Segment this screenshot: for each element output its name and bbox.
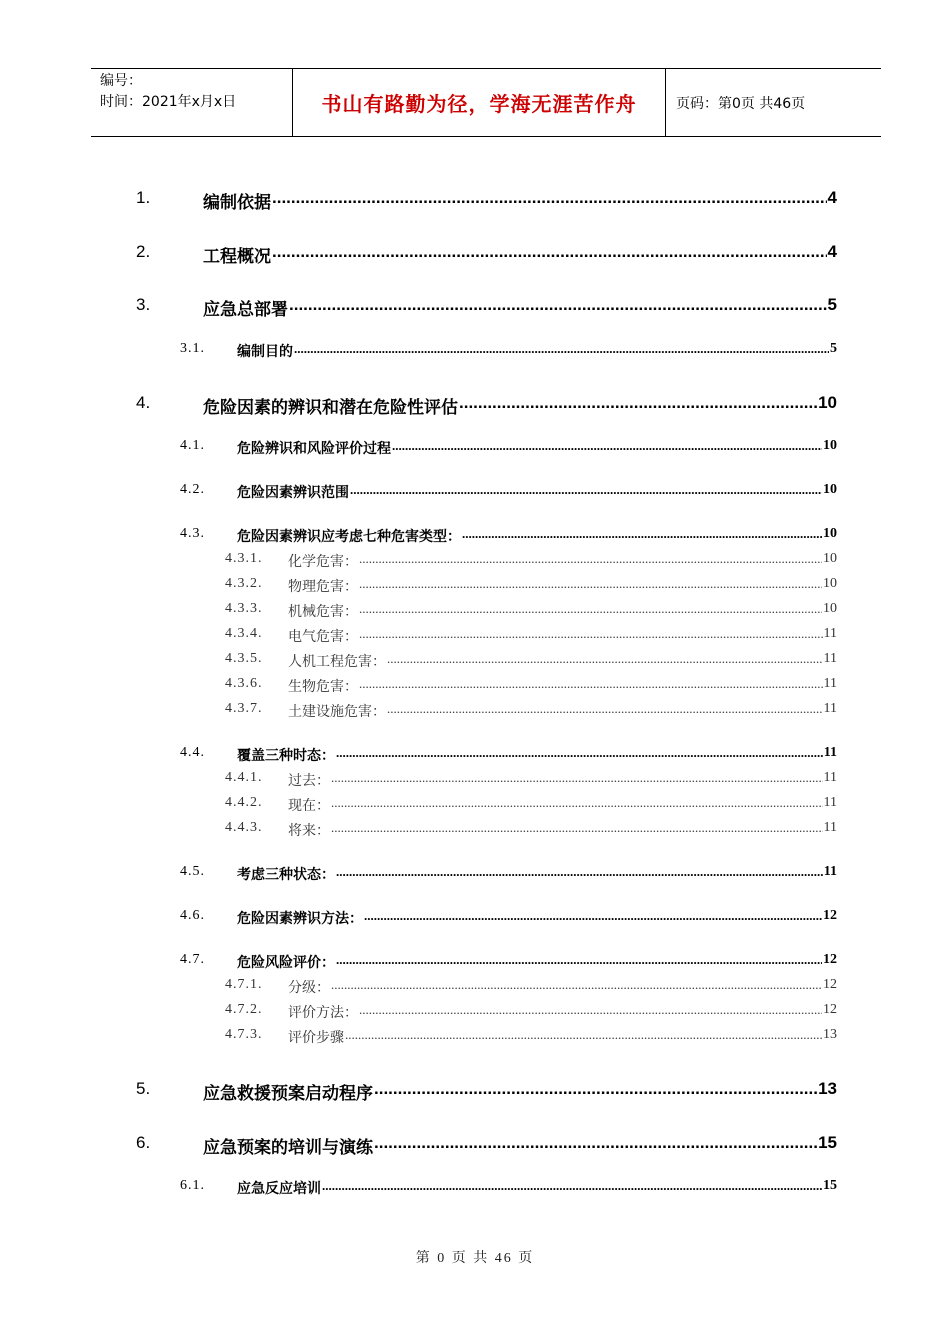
toc-entry-page: 15 <box>818 1133 837 1152</box>
toc-entry-leader <box>359 676 823 692</box>
toc-entry-leader <box>359 576 822 592</box>
toc-entry[interactable] <box>0 576 950 594</box>
toc-entry-page: 5 <box>827 295 837 314</box>
toc-entry-page: 15 <box>823 1178 837 1193</box>
toc-entry-title: 应急总部署 <box>203 300 288 320</box>
toc-entry-title: 过去： <box>288 773 330 789</box>
toc-entry-number: 4.4.3. <box>225 820 263 835</box>
toc-entry-title: 危险风险评价： <box>237 955 335 971</box>
toc-entry[interactable] <box>0 952 950 970</box>
toc-entry[interactable] <box>0 820 950 838</box>
toc-entry[interactable] <box>0 795 950 813</box>
toc-entry[interactable] <box>0 908 950 926</box>
toc-entry-title: 分级： <box>288 980 330 996</box>
toc-entry-title: 危险因素辨识应考虑七种危害类型： <box>237 529 461 545</box>
toc-entry-number: 4.3.6. <box>225 676 263 691</box>
toc-entry-title: 危险因素辨识范围 <box>237 485 349 501</box>
toc-entry-title: 编制目的 <box>237 344 293 360</box>
toc-entry-page: 10 <box>818 393 837 412</box>
toc-entry-leader <box>350 482 822 498</box>
toc-entry[interactable] <box>0 626 950 644</box>
toc-entry[interactable] <box>0 864 950 882</box>
toc-entry-leader <box>459 393 817 413</box>
toc-entry-page: 12 <box>823 1002 837 1017</box>
toc-entry-title: 危险因素辨识方法： <box>237 911 363 927</box>
toc-entry[interactable] <box>0 393 950 417</box>
toc-entry-leader <box>331 795 823 811</box>
toc-entry[interactable] <box>0 242 950 266</box>
header-meta <box>100 71 236 113</box>
toc-entry-page: 5 <box>830 341 837 356</box>
toc-entry-number: 4.7.1. <box>225 977 263 992</box>
toc-entry-number: 4.3.1. <box>225 551 263 566</box>
toc-entry-page: 11 <box>823 651 837 666</box>
toc-entry-title: 危险辨识和风险评价过程 <box>237 441 391 457</box>
toc-entry-leader <box>359 551 822 567</box>
toc-entry-number: 6.1. <box>180 1178 205 1193</box>
toc-entry-page: 10 <box>823 526 837 541</box>
toc-entry-title: 评价方法： <box>288 1005 358 1021</box>
toc-entry-leader <box>359 626 823 642</box>
toc-entry-leader <box>374 1133 817 1153</box>
toc-entry[interactable] <box>0 1079 950 1103</box>
toc-entry-number: 4.7. <box>180 952 205 967</box>
toc-entry-leader <box>392 438 822 454</box>
toc-entry-title: 应急预案的培训与演练 <box>203 1138 373 1158</box>
toc-entry-leader <box>272 242 827 262</box>
toc-entry[interactable] <box>0 1027 950 1045</box>
toc-entry-number: 2. <box>136 242 151 261</box>
toc-entry-title: 现在： <box>288 798 330 814</box>
toc-entry-title: 土建设施危害： <box>288 704 386 720</box>
toc-entry-title: 应急救援预案启动程序 <box>203 1084 373 1104</box>
toc-entry[interactable] <box>0 601 950 619</box>
toc-entry[interactable] <box>0 745 950 763</box>
toc-entry-leader <box>345 1027 822 1043</box>
toc-entry-page: 11 <box>823 626 837 641</box>
toc-entry[interactable] <box>0 526 950 544</box>
toc-entry-page: 13 <box>818 1079 837 1098</box>
toc-entry[interactable] <box>0 482 950 500</box>
toc-entry-number: 5. <box>136 1079 151 1098</box>
toc-entry-title: 评价步骤 <box>288 1030 344 1046</box>
toc-entry-page: 12 <box>823 977 837 992</box>
toc-entry-leader <box>331 820 823 836</box>
toc-entry-number: 4.3.4. <box>225 626 263 641</box>
toc-entry-page: 10 <box>823 551 837 566</box>
toc-entry-page: 10 <box>823 438 837 453</box>
toc-entry-title: 应急反应培训 <box>237 1181 321 1197</box>
toc-entry-number: 4.6. <box>180 908 205 923</box>
toc-entry-leader <box>322 1178 822 1194</box>
toc-entry-leader <box>374 1079 817 1099</box>
toc-entry-page: 13 <box>823 1027 837 1042</box>
toc-entry-page: 11 <box>823 676 837 691</box>
toc-entry-number: 4.3.3. <box>225 601 263 616</box>
toc-entry-number: 3. <box>136 295 151 314</box>
toc-entry-page: 11 <box>823 820 837 835</box>
toc-entry-number: 4.5. <box>180 864 205 879</box>
toc-entry-title: 危险因素的辨识和潜在危险性评估 <box>203 398 458 418</box>
toc-entry-page: 11 <box>823 701 837 716</box>
toc-entry-title: 生物危害： <box>288 679 358 695</box>
toc-entry[interactable] <box>0 1178 950 1196</box>
toc-entry-page: 11 <box>823 864 837 879</box>
toc-entry-number: 4.4.1. <box>225 770 263 785</box>
toc-entry[interactable] <box>0 188 950 212</box>
toc-entry-title: 化学危害： <box>288 554 358 570</box>
toc-entry-number: 4.3.7. <box>225 701 263 716</box>
toc-entry[interactable] <box>0 1133 950 1157</box>
toc-entry-leader <box>336 745 823 761</box>
toc-entry-number: 4.2. <box>180 482 205 497</box>
toc-entry-number: 6. <box>136 1133 151 1152</box>
toc-entry-number: 1. <box>136 188 151 207</box>
toc-entry[interactable] <box>0 551 950 569</box>
header-time-label: 时间：2021年x月x日 <box>100 94 237 110</box>
toc-entry-number: 4.4.2. <box>225 795 263 810</box>
header-number-label: 编号： <box>100 73 142 89</box>
toc-entry-number: 4.3.5. <box>225 651 263 666</box>
toc-entry-page: 10 <box>823 576 837 591</box>
toc-entry-title: 机械危害： <box>288 604 358 620</box>
toc-entry[interactable] <box>0 438 950 456</box>
header-bottom-rule <box>91 136 881 137</box>
toc-entry-title: 编制依据 <box>203 193 271 213</box>
toc-entry-page: 11 <box>823 770 837 785</box>
toc-entry[interactable] <box>0 1002 950 1020</box>
toc-entry-leader <box>336 952 822 968</box>
toc-entry-number: 4. <box>136 393 151 412</box>
toc-entry-leader <box>359 601 822 617</box>
toc-entry-title: 电气危害： <box>288 629 358 645</box>
toc-entry-leader <box>331 770 823 786</box>
toc-entry-number: 4.3. <box>180 526 205 541</box>
toc-entry-leader <box>387 701 823 717</box>
toc-entry-leader <box>359 1002 822 1018</box>
header-top-rule <box>91 68 881 69</box>
toc-entry-number: 3.1. <box>180 341 205 356</box>
toc-entry-title: 物理危害： <box>288 579 358 595</box>
toc-entry-leader <box>331 977 822 993</box>
toc-entry-page: 4 <box>827 242 837 261</box>
toc-entry-leader <box>272 188 827 208</box>
toc-entry-title: 覆盖三种时态： <box>237 748 335 764</box>
toc-entry-page: 12 <box>823 908 837 923</box>
header-divider-right <box>665 69 666 136</box>
toc-entry-leader <box>364 908 822 924</box>
toc-entry-title: 将来： <box>288 823 330 839</box>
toc-entry-page: 10 <box>823 482 837 497</box>
toc-entry-page: 11 <box>823 795 837 810</box>
toc-entry[interactable] <box>0 701 950 719</box>
toc-entry-page: 11 <box>823 745 837 760</box>
toc-entry-leader <box>387 651 823 667</box>
header-page-label: 页码：第0页 共46页 <box>676 96 806 112</box>
toc-entry-leader <box>462 526 822 542</box>
toc-entry-page: 10 <box>823 601 837 616</box>
toc-entry-number: 4.7.2. <box>225 1002 263 1017</box>
toc-entry-page: 4 <box>827 188 837 207</box>
header-motto: 书山有路勤为径，学海无涯苦作舟 <box>321 92 637 116</box>
toc-entry-leader <box>289 295 827 315</box>
page-footer: 第 0 页 共 46 页 <box>415 1251 535 1266</box>
toc-entry-title: 人机工程危害： <box>288 654 386 670</box>
toc-entry-leader <box>336 864 823 880</box>
toc-entry-title: 工程概况 <box>203 247 271 267</box>
toc-entry-number: 4.7.3. <box>225 1027 263 1042</box>
toc-entry[interactable] <box>0 977 950 995</box>
toc-entry-number: 4.4. <box>180 745 205 760</box>
toc-entry-number: 4.1. <box>180 438 205 453</box>
toc-entry-leader <box>294 341 829 357</box>
toc-entry[interactable] <box>0 676 950 694</box>
toc-entry[interactable] <box>0 770 950 788</box>
toc-entry[interactable] <box>0 651 950 669</box>
toc-entry[interactable] <box>0 341 950 359</box>
toc-entry-page: 12 <box>823 952 837 967</box>
toc-entry-number: 4.3.2. <box>225 576 263 591</box>
toc-entry[interactable] <box>0 295 950 319</box>
toc-entry-title: 考虑三种状态： <box>237 867 335 883</box>
